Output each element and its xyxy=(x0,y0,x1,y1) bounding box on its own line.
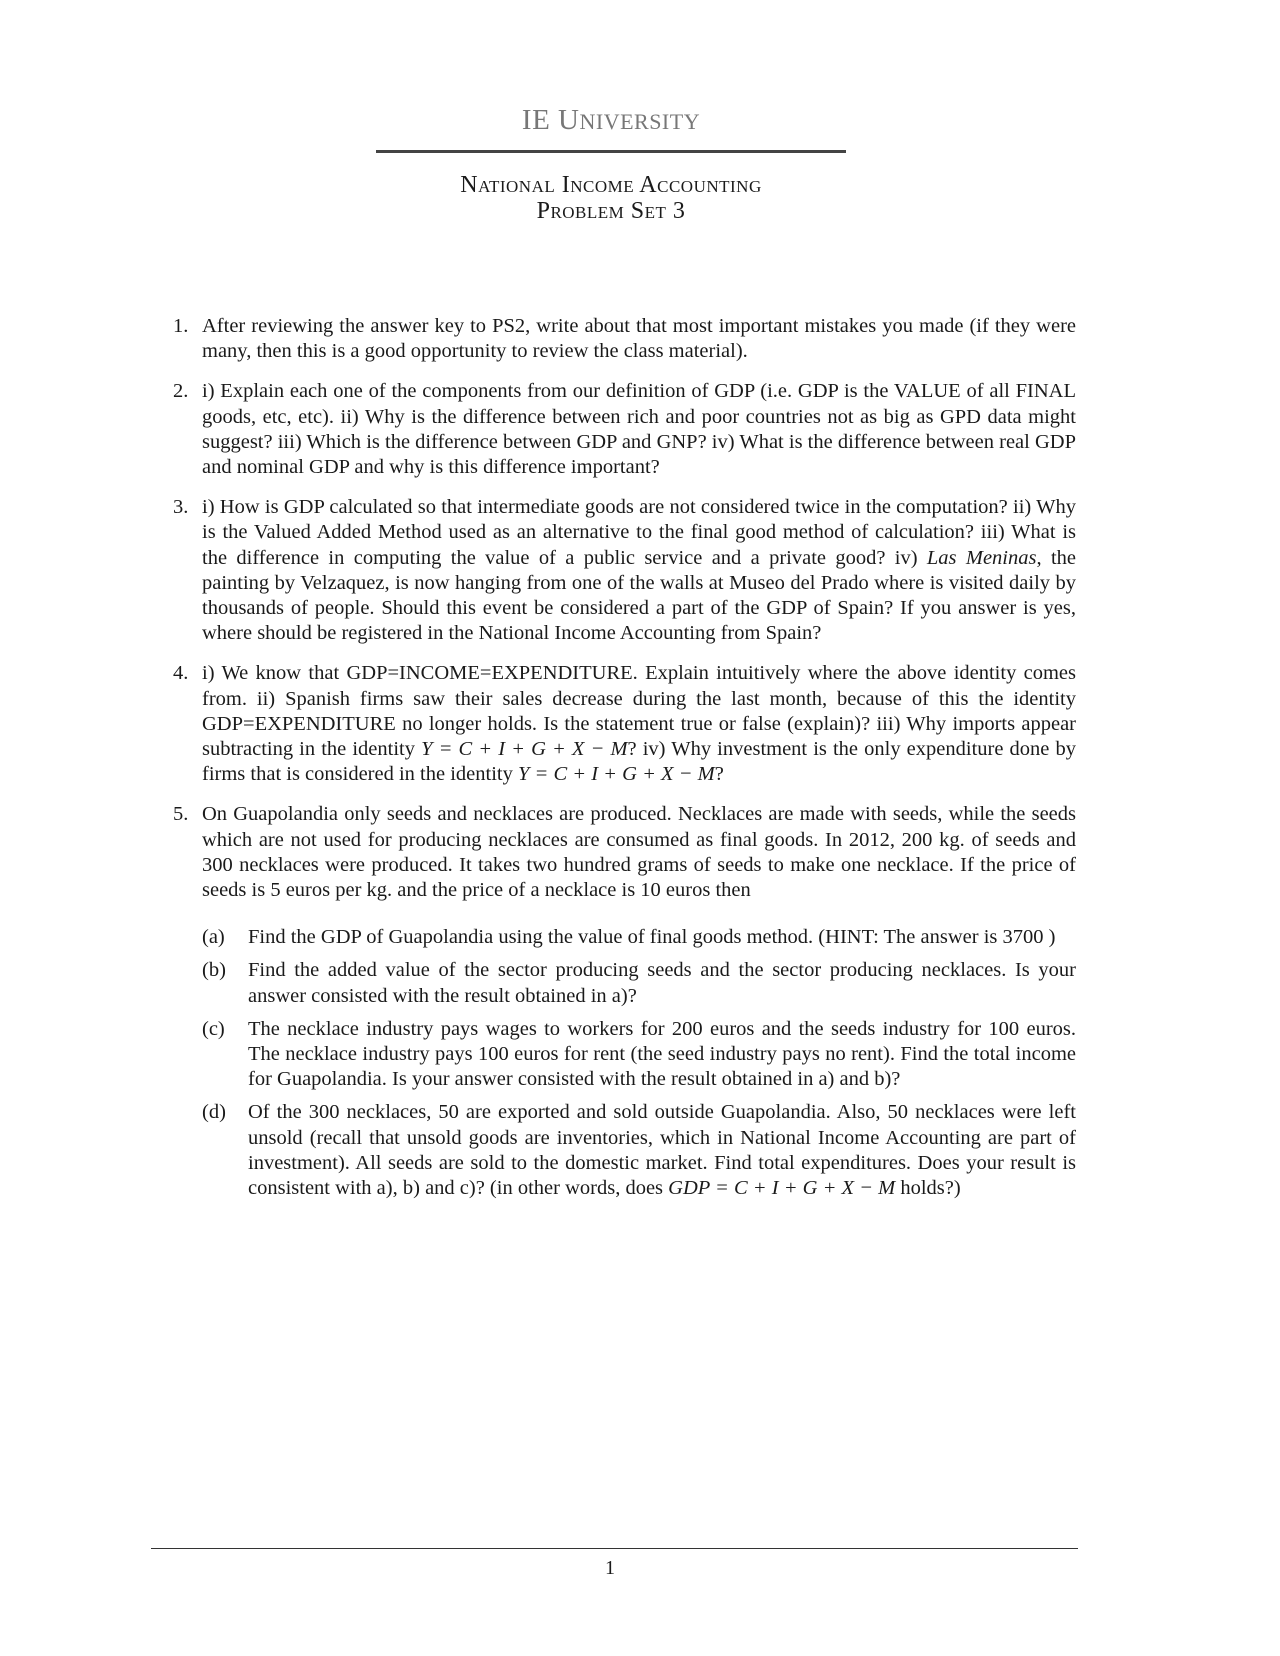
question-3 xyxy=(173,495,1076,646)
subquestion-label: (a) xyxy=(202,926,225,949)
question-text: On Guapolandia only seeds and necklaces are produced. Necklaces are made with seeds, while the seeds which are not used for producing necklaces are consumed as final goods. In 2012, 200 kg. of seeds and 300 necklaces were produced. It takes two hundred grams of seeds to make one necklace. If the price of seeds is 5 euros per kg. and the price of a necklace is 10 euros then xyxy=(202,803,1076,902)
subquestion-text: Find the GDP of Guapolandia using the value of final goods method. (HINT: The answer is 3700 ) xyxy=(248,926,1056,949)
question-text-part: i) How is GDP calculated so that intermediate goods are not considered twice in the computation? ii) Why is the Valued Added Method used as an alternative to the final good method of calculation? iii) What is the difference in computing the value of a public service and a private good? iv) xyxy=(202,496,1076,569)
subquestion-c xyxy=(202,1017,1076,1093)
question-number: 3. xyxy=(173,496,189,519)
question-2 xyxy=(173,379,1076,480)
subquestion-label: (b) xyxy=(202,959,226,982)
painting-title: Las Meninas xyxy=(926,546,1037,569)
identity-formula: Y = C + I + G + X − M xyxy=(421,738,628,761)
question-text xyxy=(202,662,1076,785)
question-text-part: ? xyxy=(714,763,724,786)
subquestion-text: Find the added value of the sector producing seeds and the sector producing necklaces. Is your answer consisted with the result obtained in a)? xyxy=(248,959,1076,1007)
subquestion-text xyxy=(248,1101,1076,1199)
page-number: 1 xyxy=(605,1557,615,1579)
question-number: 5. xyxy=(173,803,189,826)
title-line-1: National Income Accounting xyxy=(460,172,762,198)
header-rule xyxy=(376,150,846,153)
question-text-part: , the painting by Velzaquez, is now hanging from one of the walls at Museo del Prado where is visited daily by thousands of people. Should this event be considered a part of the GDP of Spain? If you answer is yes, where should be registered in the National Income Accounting from Spain? xyxy=(202,546,1076,645)
question-text: i) Explain each one of the components from our definition of GDP (i.e. GDP is the VALUE of all FINAL goods, etc, etc). ii) Why is the difference between rich and poor countries not as big as GPD data might suggest? iii) Which is the difference between GDP and GNP? iv) What is the difference between real GDP and nominal GDP and why is this difference important? xyxy=(202,380,1076,479)
question-4 xyxy=(173,661,1076,787)
footer-rule xyxy=(151,1548,1078,1549)
question-number: 2. xyxy=(173,380,189,403)
identity-formula: Y = C + I + G + X − M xyxy=(517,763,715,786)
subquestion-a xyxy=(202,925,1076,950)
question-5 xyxy=(173,802,1076,1201)
question-number: 1. xyxy=(173,315,189,337)
subquestion-d xyxy=(202,1100,1076,1201)
university-header xyxy=(376,104,846,137)
subquestion-list xyxy=(202,925,1076,1201)
question-text-part: i) We know that GDP=INCOME=EXPENDITURE. Explain intuitively where the above identity comes from. ii) Spanish firms saw their sales decrease during the last month, because of this the identity GDP=EXPENDITURE no longer holds. Is the statement true or false (explain)? iii) Why imports appear subtracting in the identity xyxy=(202,662,1076,761)
subquestion-text: The necklace industry pays wages to workers for 200 euros and the seeds industry for 100 euros. The necklace industry pays 100 euros for rent (the seed industry pays no rent). Find the total income for Guapolandia. Is your answer consisted with the result obtained in a) and b)? xyxy=(248,1017,1076,1091)
subquestion-b xyxy=(202,958,1076,1008)
subquestion-label: (c) xyxy=(202,1017,225,1040)
document-title xyxy=(376,172,846,224)
subquestion-text-part: holds?) xyxy=(895,1177,961,1200)
question-1 xyxy=(173,314,1076,364)
identity-formula: GDP = C + I + G + X − M xyxy=(668,1177,896,1200)
question-text-part: ? iv) Why investment is the only expenditure done by firms that is considered in the identity xyxy=(202,738,1076,786)
question-number: 4. xyxy=(173,662,189,685)
question-list xyxy=(173,314,1076,1216)
question-text xyxy=(202,496,1076,644)
university-first-letter: U xyxy=(558,104,580,136)
subquestion-text-part: Of the 300 necklaces, 50 are exported and sold outside Guapolandia. Also, 50 necklaces were left unsold (recall that unsold goods are inventories, which in National Income Accounting are part of investment). All seeds are sold to the domestic market. Find total expenditures. Does your result is consistent with a), b) and c)? (in other words, does xyxy=(248,1101,1076,1200)
title-line-2: Problem Set 3 xyxy=(536,198,686,224)
university-initials: IE xyxy=(521,104,551,136)
question-text: After reviewing the answer key to PS2, write about that most important mistakes you made (if they were many, then this is a good opportunity to review the class material). xyxy=(202,315,1076,363)
subquestion-label: (d) xyxy=(202,1101,226,1124)
university-rest: NIVERSITY xyxy=(579,109,701,134)
